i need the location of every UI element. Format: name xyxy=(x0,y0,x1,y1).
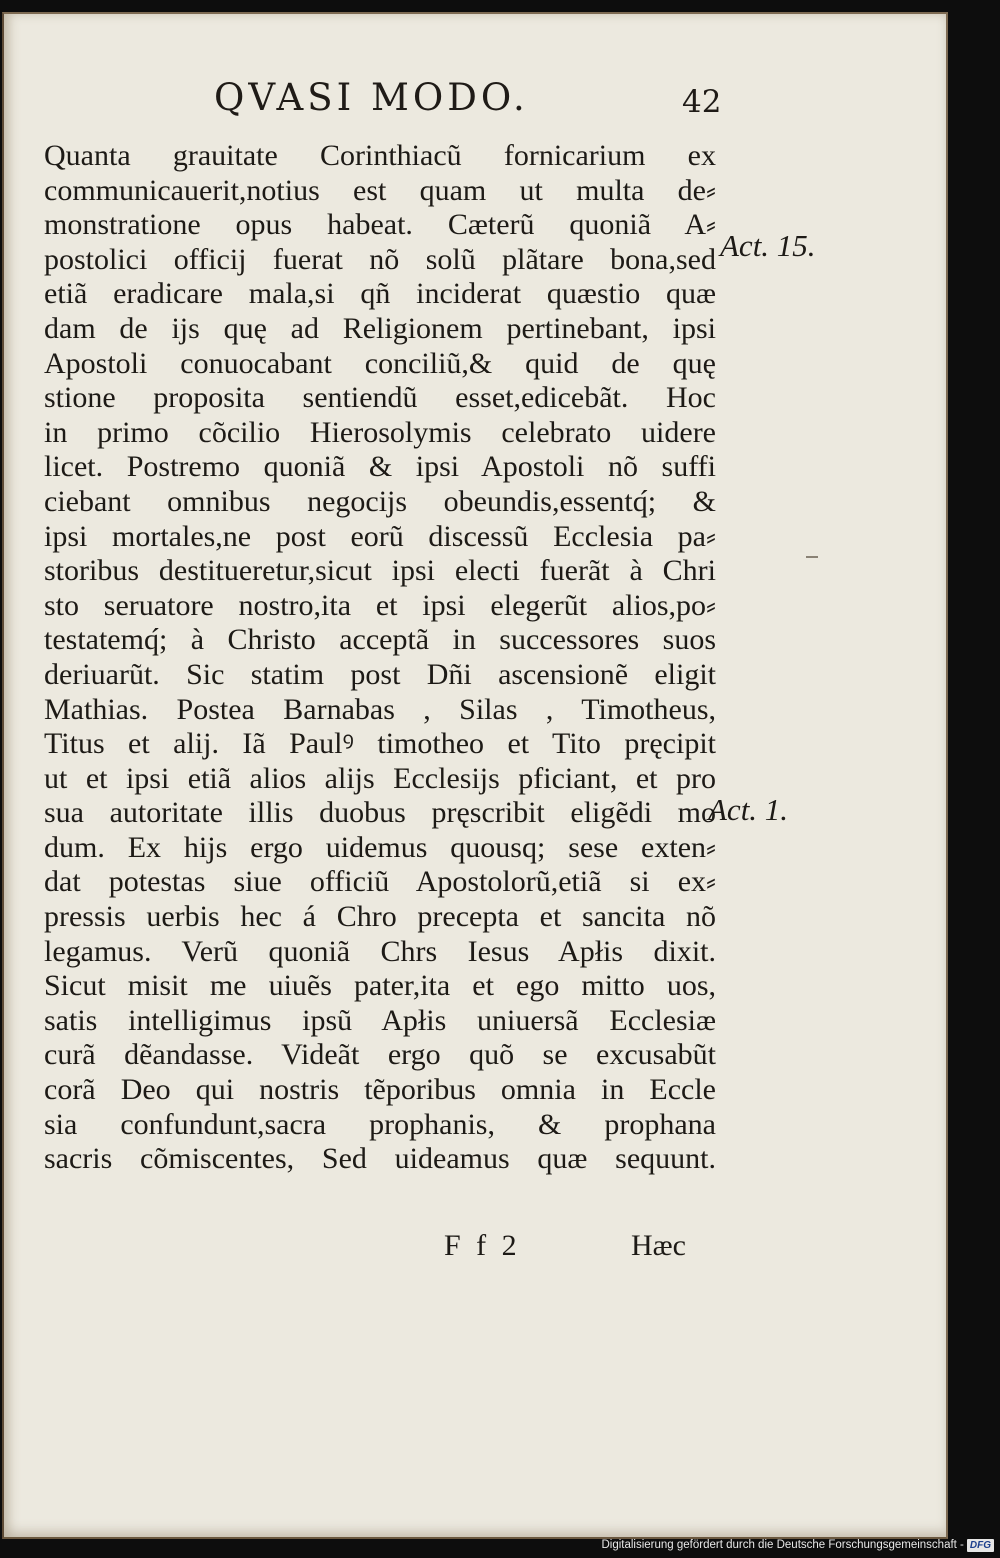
marginal-note-act-15: Act. 15. xyxy=(720,228,816,263)
text-line: Sicut misit me uiuẽs pater,ita et ego mitto uos, xyxy=(44,969,716,1003)
marginal-note-act-1: Act. 1. xyxy=(708,792,789,827)
text-line: pressis uerbis hec á Chro precepta et sancita nõ xyxy=(44,900,716,934)
text-line: sia confundunt,sacra prophanis, & prophana xyxy=(44,1107,716,1141)
paper-mark xyxy=(806,556,818,558)
text-line: dum. Ex hijs ergo uidemus quousq; sese exten⸗ xyxy=(44,830,716,864)
text-line: corã Deo qui nostris tẽporibus omnia in Eccle xyxy=(44,1073,716,1107)
catchword: Hæc xyxy=(631,1229,686,1262)
footer-credit: Digitalisierung gefördert durch die Deutsche Forschungsgemeinschaft - xyxy=(601,1539,964,1551)
text-line: Quanta grauitate Corinthiacũ fornicarium ex xyxy=(44,139,716,172)
text-line: stione proposita sentiendũ esset,edicebãt. Hoc xyxy=(44,381,716,415)
text-line: sto seruatore nostro,ita et ipsi elegerũt alios,po⸗ xyxy=(44,588,716,622)
text-line: ciebant omnibus negocijs obeundis,essentq́; & xyxy=(44,484,716,518)
text-line: in primo cõcilio Hierosolymis celebrato uidere xyxy=(44,415,716,449)
text-line: curã dẽandasse. Videãt ergo quõ se excusabũt xyxy=(44,1038,716,1072)
text-line: licet. Postremo quoniã & ipsi Apostoli nõ suffi xyxy=(44,450,716,484)
text-line: deriuarũt. Sic statim post Dñi ascensionẽ eligit xyxy=(44,657,716,691)
text-line: etiã eradicare mala,si qñ inciderat quæstio quæ xyxy=(44,277,716,311)
text-line: communicauerit,notius est quam ut multa de⸗ xyxy=(44,173,716,207)
dfg-logo-icon[interactable]: DFG xyxy=(967,1539,994,1552)
book-page xyxy=(2,12,948,1539)
text-line: postolici officij fuerat nõ solũ plãtare bona,sed xyxy=(44,242,716,276)
text-line: ipsi mortales,ne post eorũ discessũ Ecclesia pa⸗ xyxy=(44,519,716,553)
signature-mark: F f 2 xyxy=(444,1229,521,1262)
page-number: 42 xyxy=(682,84,722,120)
text-line: dat potestas siue officiũ Apostolorũ,etiã si ex⸗ xyxy=(44,865,716,899)
running-head: QVASI MODO. xyxy=(214,76,529,119)
text-line: testatemq́; à Christo acceptã in successores suos xyxy=(44,623,716,657)
text-line: Titus et alij. Iã Paulꝰ timotheo et Tito pręcipit xyxy=(44,727,716,761)
text-line: sacris cõmiscentes, Sed uideamus quæ sequunt. xyxy=(44,1142,716,1176)
text-line: monstratione opus habeat. Cæterũ quoniã A⸗ xyxy=(44,208,716,242)
text-line: dam de ijs quę ad Religionem pertinebant, ipsi xyxy=(44,311,716,345)
text-line: Mathias. Postea Barnabas , Silas , Timotheus, xyxy=(44,692,716,726)
text-line: ut et ipsi etiã alios alijs Ecclesijs pficiant, et pro xyxy=(44,761,716,795)
text-line: Apostoli conuocabant conciliũ,& quid de quę xyxy=(44,346,716,380)
digitization-footer xyxy=(601,1534,994,1556)
text-line: satis intelligimus ipsũ Apłis uniuersã Ecclesiæ xyxy=(44,1003,716,1037)
text-line: storibus destitueretur,sicut ipsi electi fuerãt à Chri xyxy=(44,554,716,588)
text-block xyxy=(44,139,716,1177)
text-line: legamus. Verũ quoniã Chrs Iesus Apłis dixit. xyxy=(44,934,716,968)
text-line: sua autoritate illis duobus pręscribit eligẽdi mo xyxy=(44,796,716,830)
